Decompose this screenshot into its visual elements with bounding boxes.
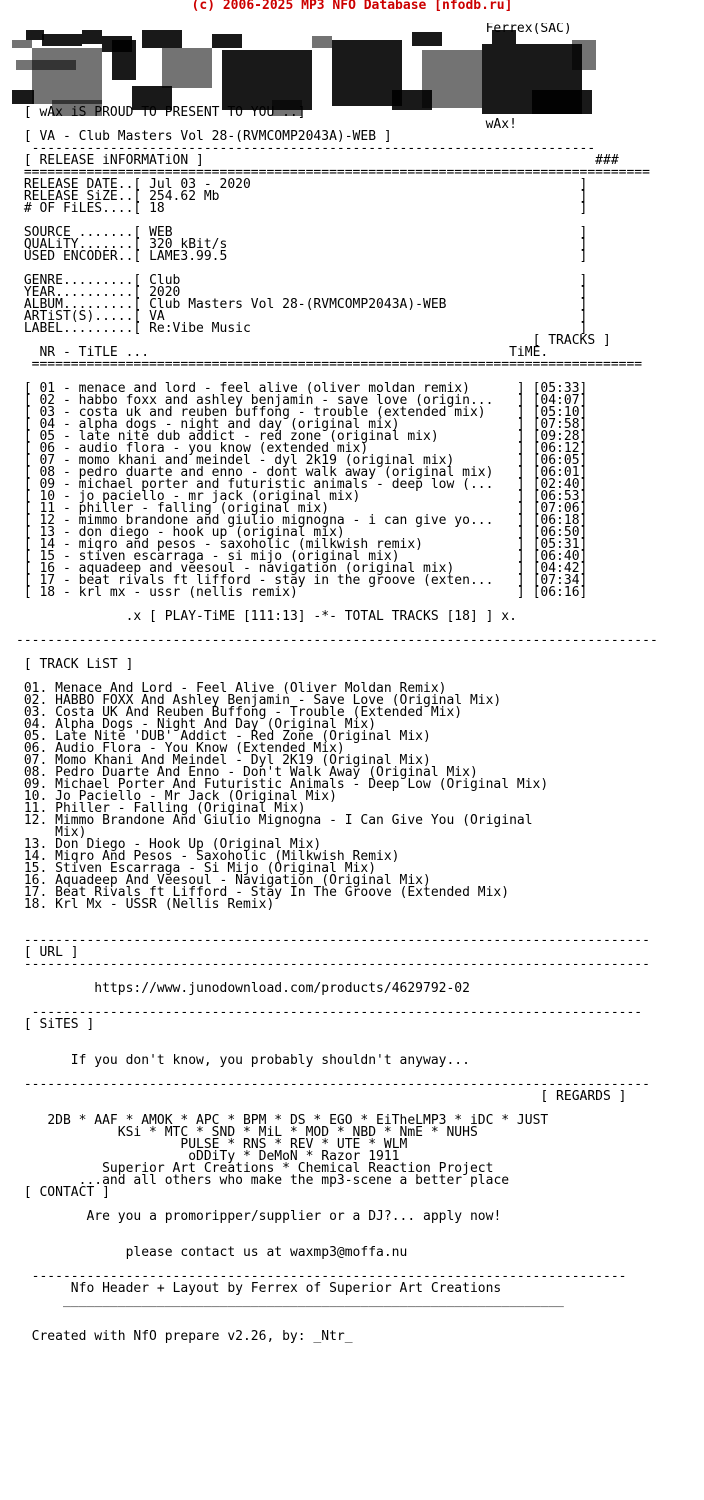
frame: - [55, 537, 79, 552]
tracklist-item: 14. Miqro And Pesos - Saxoholic (Milkwish Remix) [23, 849, 400, 864]
frame: ] [579, 525, 588, 540]
frame: ] [579, 249, 588, 264]
frame: ] [579, 489, 588, 504]
track-time: 06:05 [540, 453, 580, 468]
info-label: # OF FiLES....[ [23, 201, 142, 216]
frame: [ [16, 477, 40, 492]
info-value: WEB [149, 225, 580, 240]
nfo-line [16, 1053, 470, 1068]
frame: ] [579, 321, 588, 336]
tracklist-item: 08. Pedro Duarte And Enno - Don't Walk Away (Original Mix) [23, 765, 478, 780]
regards-line: PULSE * RNS * REV * UTE * WLM [180, 1137, 408, 1152]
track-title: costa uk and reuben buffong - trouble (extended mix) [78, 405, 517, 420]
frame: [ [16, 417, 40, 432]
frame: [ [16, 129, 40, 144]
info-value: Club [149, 273, 580, 288]
frame: ] [ [516, 477, 541, 492]
info-value: Jul 03 - 2020 [149, 177, 580, 192]
track-time: 04:07 [540, 393, 580, 408]
copyright-header: (c) 2006-2025 MP3 NFO Database [nfodb.ru] [191, 0, 513, 13]
track-time: 07:58 [540, 417, 580, 432]
frame: ] [579, 201, 588, 216]
frame [16, 201, 24, 216]
tracklist-heading: [ TRACK LiST ] [23, 657, 134, 672]
frame: ] [ [516, 489, 541, 504]
frame: ] [579, 441, 588, 456]
track-time: 06:53 [540, 489, 580, 504]
frame: ] [ [516, 381, 541, 396]
tracklist-item: 16. Aquadeep And Veesoul - Navigation (Original Mix) [23, 873, 431, 888]
nfo-line [16, 585, 587, 600]
frame: ============================================================================== [16, 357, 643, 372]
track-nr: 10 [39, 489, 56, 504]
track-nr: 14 [39, 537, 56, 552]
track-time: 06:18 [540, 513, 580, 528]
track-nr: 07 [39, 453, 56, 468]
logo-credit: Ferrex(SAC) [485, 23, 572, 36]
track-nr: 13 [39, 525, 56, 540]
frame: - [55, 489, 79, 504]
frame: ] [579, 465, 588, 480]
frame: [ [16, 465, 40, 480]
frame: - [55, 501, 79, 516]
frame: ] [579, 381, 588, 396]
info-label: YEAR..........[ [23, 285, 142, 300]
frame: ] [ [516, 429, 541, 444]
tracklist-item: 13. Don Diego - Hook Up (Original Mix) [23, 837, 322, 852]
sites-text: If you don't know, you probably shouldn't anyway... [70, 1053, 470, 1068]
frame: ] [579, 405, 588, 420]
frame: - [55, 573, 79, 588]
track-title: momo khani and meindel - dyl 2k19 (original mix) [78, 453, 517, 468]
frame: - [55, 525, 79, 540]
frame: ] [ [516, 441, 541, 456]
tracklist-item: 12. Mimmo Brandone And Giulio Mignogna - I Can Give You (Original [23, 813, 533, 828]
tracklist-item: 04. Alpha Dogs - Night And Day (Original Mix) [23, 717, 377, 732]
nfo-line [16, 813, 533, 828]
info-label: RELEASE SiZE..[ [23, 189, 142, 204]
regards-line: oDDiTy * DeMoN * Razor 1911 [188, 1149, 400, 1164]
info-value: 2020 [149, 285, 580, 300]
track-title: krl mx - ussr (nellis remix) [78, 585, 517, 600]
track-nr: 02 [39, 393, 56, 408]
track-time: 06:01 [540, 465, 580, 480]
tracks-heading: [ TRACKS ] [532, 333, 611, 348]
track-title: alpha dogs - night and day (original mix) [78, 417, 517, 432]
tracklist-item: 02. HABBO FOXX And Ashley Benjamin - Save Love (Original Mix) [23, 693, 502, 708]
frame: ] [579, 561, 588, 576]
frame [16, 897, 24, 912]
track-nr: 18 [39, 585, 56, 600]
frame: ] [579, 453, 588, 468]
frame: [ [16, 501, 40, 516]
frame: ] [ [516, 585, 541, 600]
frame [16, 1209, 86, 1224]
nfo-line [16, 1005, 642, 1020]
frame: [ [16, 405, 40, 420]
frame: - [55, 441, 79, 456]
frame: ________________________________________________________________ [16, 1293, 564, 1308]
frame: ---------------------------------------------------------------------------------- [16, 633, 658, 648]
frame [16, 1053, 71, 1068]
frame: ] [579, 549, 588, 564]
nfo-line [16, 1293, 564, 1308]
nfo-document [16, 23, 702, 1343]
frame: ] [ [516, 573, 541, 588]
nfo-line [16, 357, 642, 372]
nfo-line [16, 657, 133, 672]
frame [141, 201, 149, 216]
track-nr: 09 [39, 477, 56, 492]
frame: ] [ [516, 465, 541, 480]
frame: ] [579, 189, 588, 204]
info-label: SOURCE .......[ [23, 225, 142, 240]
track-time: 05:31 [540, 537, 580, 552]
tracklist-item: 06. Audio Flora - You Know (Extended Mix) [23, 741, 345, 756]
track-nr: 08 [39, 465, 56, 480]
frame: ] [579, 573, 588, 588]
tracklist-item: 17. Beat Rivals ft Lifford - Stay In The Groove (Extended Mix) [23, 885, 510, 900]
frame: ------------------------------------------------------------------------ [16, 141, 596, 156]
track-title: late nite dub addict - red zone (original mix) [78, 429, 517, 444]
frame: ] [ [516, 393, 541, 408]
frame: ] [579, 429, 588, 444]
tracklist-item: Mix) [23, 825, 87, 840]
frame [16, 249, 24, 264]
frame: ] [ [516, 501, 541, 516]
track-title: miqro and pesos - saxoholic (milkwish remix) [78, 537, 517, 552]
frame [16, 609, 126, 624]
info-label: QUALiTY.......[ [23, 237, 142, 252]
nfo-line [16, 933, 650, 948]
frame: - [55, 429, 79, 444]
nfo-line [16, 249, 587, 264]
track-nr: 11 [39, 501, 56, 516]
frame: [ [16, 537, 40, 552]
frame: ] [579, 237, 588, 252]
info-label: GENRE.........[ [23, 273, 142, 288]
track-title: beat rivals ft lifford - stay in the groove (exten... [78, 573, 517, 588]
info-value: VA [149, 309, 580, 324]
tracklist-item: 15. Stiven Escarraga - Si Mijo (Original Mix) [23, 861, 377, 876]
track-time: 07:34 [540, 573, 580, 588]
nfo-line [16, 957, 650, 972]
frame: [ [16, 429, 40, 444]
frame: [ [16, 573, 40, 588]
track-time: 02:40 [540, 477, 580, 492]
track-nr: 12 [39, 513, 56, 528]
col-time: TiME. [509, 345, 549, 360]
regards-heading: [ REGARDS ] [540, 1089, 627, 1104]
frame [16, 1185, 24, 1200]
track-time: 05:10 [540, 405, 580, 420]
nfo-line [16, 1209, 501, 1224]
nfo-line [16, 897, 274, 912]
nfo-line [16, 23, 572, 36]
nfo-line [16, 633, 658, 648]
frame: ] [579, 417, 588, 432]
track-title: philler - falling (original mix) [78, 501, 517, 516]
nfo-line [16, 1329, 353, 1343]
track-time: 06:40 [540, 549, 580, 564]
info-value: Re:Vibe Music [149, 321, 580, 336]
frame: [ [16, 381, 40, 396]
contact-apply-text: Are you a promoripper/supplier or a DJ?... apply now! [86, 1209, 502, 1224]
url-heading: [ URL ] [23, 945, 79, 960]
info-label: ALBUM.........[ [23, 297, 142, 312]
group-tag: wAx! [485, 117, 517, 132]
frame [16, 981, 94, 996]
frame: - [55, 465, 79, 480]
track-nr: 17 [39, 573, 56, 588]
info-value: LAME3.99.5 [149, 249, 580, 264]
frame: ] [579, 309, 588, 324]
frame: ] [ [516, 417, 541, 432]
track-time: 04:42 [540, 561, 580, 576]
sites-heading: [ SiTES ] [23, 1017, 95, 1032]
play-time-summary: .x [ PLAY-TiME [111:13] -*- TOTAL TRACKS [18] ] x. [125, 609, 517, 624]
info-value: 320 kBit/s [149, 237, 580, 252]
created-with: Created with NfO prepare v2.26, by: _Ntr_ [31, 1329, 353, 1343]
frame: ] [579, 177, 588, 192]
frame [16, 1329, 32, 1343]
frame [16, 657, 24, 672]
track-title: pedro duarte and enno - dont walk away (original mix) [78, 465, 517, 480]
nfo-line [16, 201, 587, 216]
track-title: aquadeep and veesoul - navigation (original mix) [78, 561, 517, 576]
frame: - [55, 381, 79, 396]
tracklist-item: 01. Menace And Lord - Feel Alive (Oliver Moldan Remix) [23, 681, 447, 696]
frame: [ [16, 441, 40, 456]
regards-line: Superior Art Creations * Chemical Reaction Project [102, 1161, 494, 1176]
frame: ------------------------------------------------------------------------------ [16, 1005, 643, 1020]
tracklist-item: 03. Costa UK And Reuben Buffong - Trouble (Extended Mix) [23, 705, 463, 720]
frame: ] [ [516, 513, 541, 528]
frame: ] [ [516, 561, 541, 576]
tracklist-item: 18. Krl Mx - USSR (Nellis Remix) [23, 897, 275, 912]
nfo-line [16, 1089, 626, 1104]
frame: - [55, 453, 79, 468]
nfo-line [16, 1185, 110, 1200]
track-title: audio flora - you know (extended mix) [78, 441, 517, 456]
track-title: habbo foxx and ashley benjamin - save love (origin... [78, 393, 517, 408]
track-title: michael porter and futuristic animals - deep low (... [78, 477, 517, 492]
frame: ] [579, 225, 588, 240]
frame: ] [579, 537, 588, 552]
tracklist-item: 10. Jo Paciello - Mr Jack (Original Mix) [23, 789, 337, 804]
frame: ================================================================================ [16, 165, 650, 180]
track-time: 06:12 [540, 441, 580, 456]
tracklist-item: 11. Philler - Falling (Original Mix) [23, 801, 306, 816]
frame: ] [579, 297, 588, 312]
track-title: don diego - hook up (original mix) [78, 525, 517, 540]
frame: -------------------------------------------------------------------------------- [16, 933, 650, 948]
frame: - [55, 417, 79, 432]
frame: ] [ [516, 525, 541, 540]
contact-email-text: please contact us at waxmp3@moffa.nu [125, 1245, 408, 1260]
nfo-line [16, 1245, 407, 1260]
layout-credit: Nfo Header + Layout by Ferrex of Superior Art Creations [70, 1281, 502, 1296]
tracklist-item: 09. Michael Porter And Futuristic Animals - Deep Low (Original Mix) [23, 777, 549, 792]
info-label: USED ENCODER..[ [23, 249, 142, 264]
frame: [ [16, 561, 40, 576]
frame: ] [579, 477, 588, 492]
frame [16, 23, 486, 36]
frame: - [55, 477, 79, 492]
track-time: 05:33 [540, 381, 580, 396]
info-value: Club Masters Vol 28-(RVMCOMP2043A)-WEB [149, 297, 580, 312]
frame: - [55, 585, 79, 600]
track-title: mimmo brandone and giulio mignogna - i can give yo... [78, 513, 517, 528]
track-nr: 04 [39, 417, 56, 432]
track-nr: 05 [39, 429, 56, 444]
frame: [ [16, 549, 40, 564]
track-nr: 15 [39, 549, 56, 564]
col-nr-title: NR - TiTLE ... [39, 345, 150, 360]
frame: ] [579, 273, 588, 288]
track-time: 09:28 [540, 429, 580, 444]
frame: ] [ [516, 549, 541, 564]
frame: -------------------------------------------------------------------------------- [16, 1077, 650, 1092]
track-time: 06:16 [540, 585, 580, 600]
regards-line: KSi * MTC * SND * MiL * MOD * NBD * NmE * NUHS [117, 1125, 478, 1140]
present-banner: [ wAx iS PROUD TO PRESENT TO YOU ..] [23, 105, 306, 120]
frame: ] [ [516, 405, 541, 420]
track-time: 06:50 [540, 525, 580, 540]
frame: - [55, 561, 79, 576]
frame: ] [579, 513, 588, 528]
frame [141, 249, 149, 264]
frame: ### [203, 153, 619, 168]
frame: ] [ [516, 453, 541, 468]
nfo-line [16, 1017, 94, 1032]
frame: [ [16, 585, 40, 600]
track-nr: 01 [39, 381, 56, 396]
info-label: ARTiST(S).....[ [23, 309, 142, 324]
release-title: VA - Club Masters Vol 28-(RVMCOMP2043A)-WEB [39, 129, 377, 144]
info-value: 18 [149, 201, 580, 216]
nfo-line [16, 609, 517, 624]
tracklist-item: 05. Late Nite 'DUB' Addict - Red Zone (Original Mix) [23, 729, 431, 744]
frame: ] [579, 393, 588, 408]
frame: [ [16, 513, 40, 528]
frame [16, 1245, 126, 1260]
frame: ] [579, 585, 588, 600]
frame: [ [16, 453, 40, 468]
frame: ] [579, 285, 588, 300]
product-url-link[interactable]: https://www.junodownload.com/products/4629792-02 [94, 981, 470, 996]
track-title: menace and lord - feel alive (oliver moldan remix) [78, 381, 517, 396]
frame: - [55, 405, 79, 420]
frame: -------------------------------------------------------------------------------- [16, 957, 650, 972]
regards-line: 2DB * AAF * AMOK * APC * BPM * DS * EGO * EiTheLMP3 * iDC * JUST [47, 1113, 549, 1128]
tracklist-item: 07. Momo Khani And Meindel - Dyl 2K19 (Original Mix) [23, 753, 431, 768]
frame [16, 1017, 24, 1032]
frame: ] [376, 129, 392, 144]
frame: ] [ [516, 537, 541, 552]
track-nr: 03 [39, 405, 56, 420]
frame: - [55, 393, 79, 408]
frame: ---------------------------------------------------------------------------- [16, 1269, 627, 1284]
frame: - [55, 549, 79, 564]
info-label: LABEL.........[ [23, 321, 142, 336]
info-value: 254.62 Mb [149, 189, 580, 204]
track-time: 07:06 [540, 501, 580, 516]
frame: [ [16, 489, 40, 504]
track-nr: 16 [39, 561, 56, 576]
frame [16, 1089, 540, 1104]
track-title: jo paciello - mr jack (original mix) [78, 489, 517, 504]
release-info-heading: [ RELEASE iNFORMATiON ] [23, 153, 204, 168]
nfo-line [16, 981, 470, 996]
track-nr: 06 [39, 441, 56, 456]
frame: [ [16, 393, 40, 408]
regards-line: ...and all others who make the mp3-scene a better place [78, 1173, 510, 1188]
track-title: stiven escarraga - si mijo (original mix) [78, 549, 517, 564]
frame: ] [579, 501, 588, 516]
contact-heading: [ CONTACT ] [23, 1185, 110, 1200]
info-label: RELEASE DATE..[ [23, 177, 142, 192]
frame: [ [16, 525, 40, 540]
frame: - [55, 513, 79, 528]
